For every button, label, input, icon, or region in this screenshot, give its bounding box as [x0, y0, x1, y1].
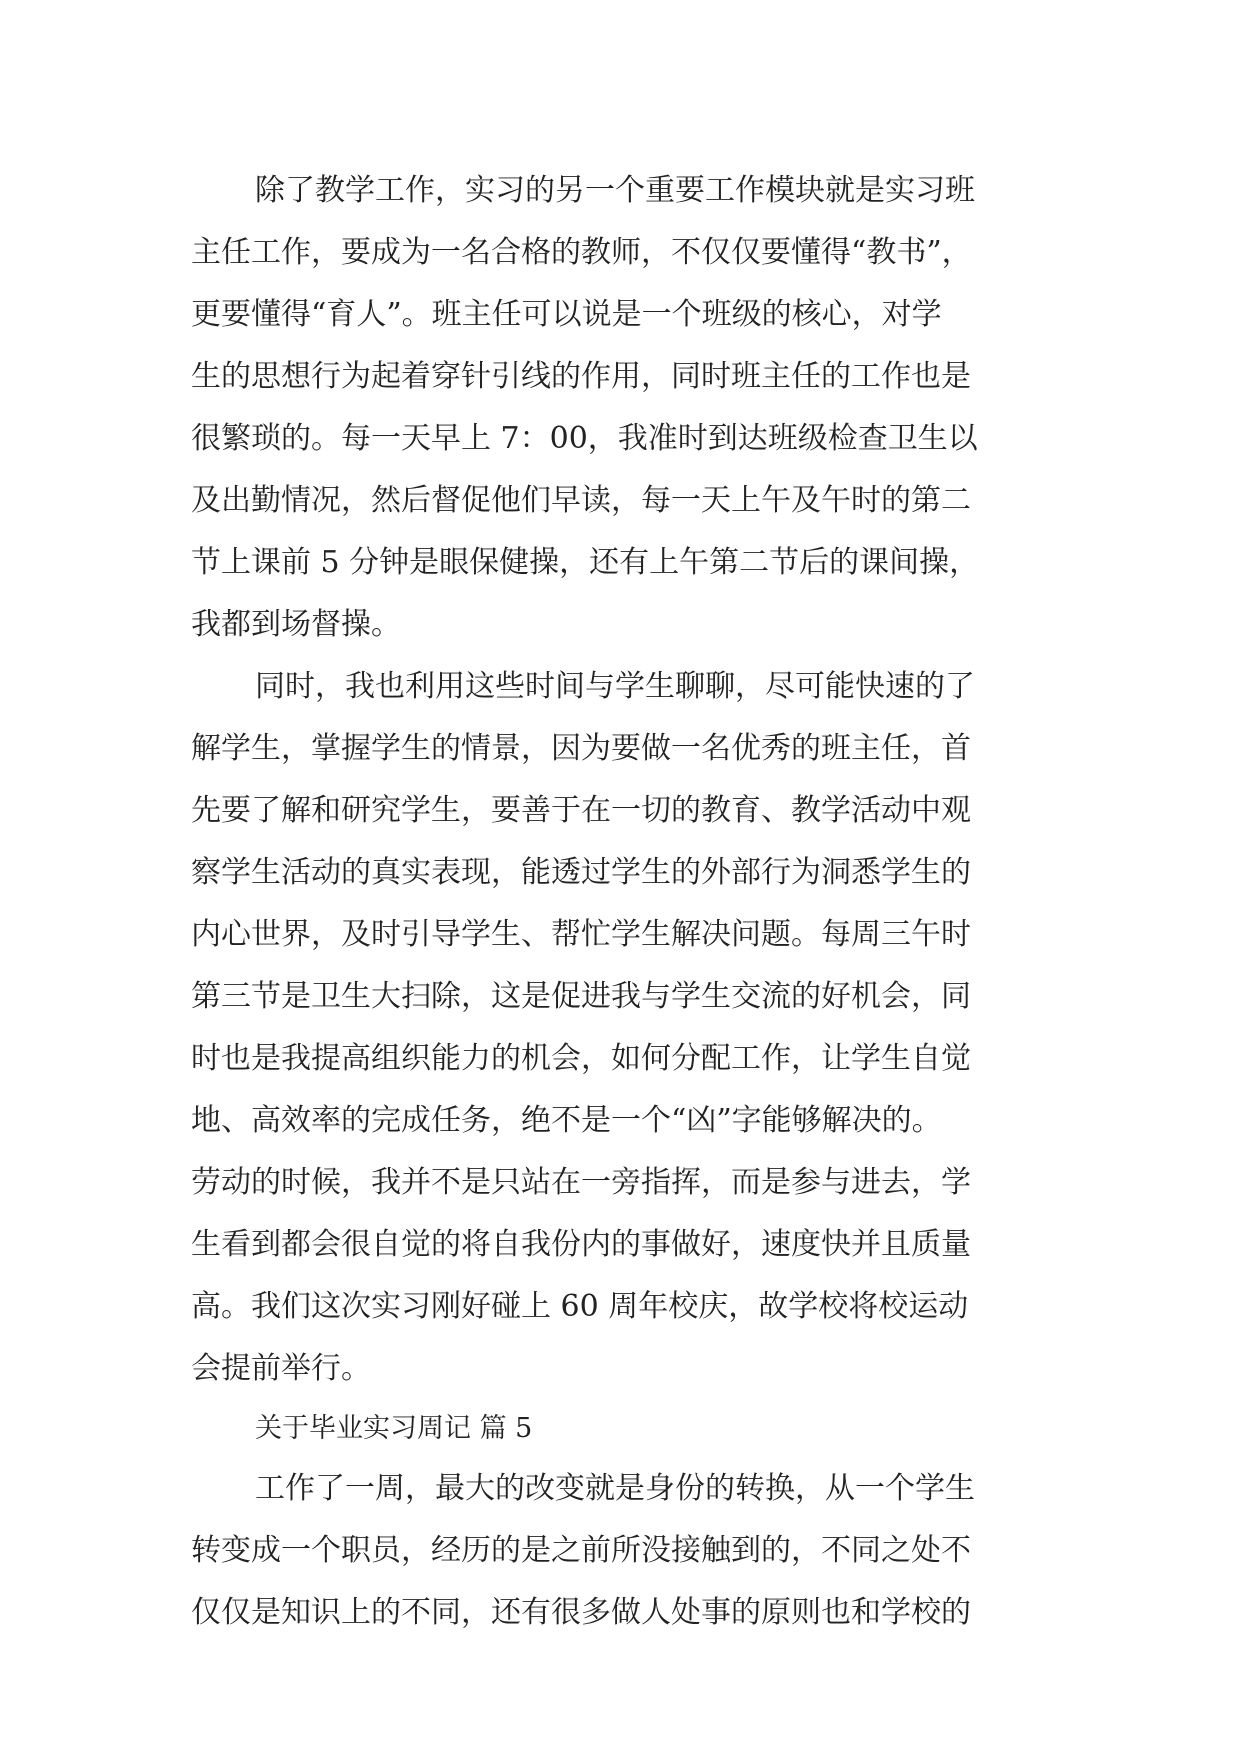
text-line: 转变成一个职员，经历的是之前所没接触到的，不同之处不 — [191, 1533, 971, 1568]
paragraph-1 — [191, 160, 1055, 656]
text-line: 地、高效率的完成任务，绝不是一个“凶”字能够解决的。 — [191, 1103, 942, 1138]
text-line: 我都到场督操。 — [191, 607, 401, 642]
text-line: 时也是我提高组织能力的机会，如何分配工作，让学生自觉 — [191, 1041, 971, 1076]
text-line: 节上课前 5 分钟是眼保健操，还有上午第二节后的课间操， — [191, 545, 980, 580]
text-line: 除了教学工作，实习的另一个重要工作模块就是实习班 — [255, 173, 975, 208]
text-line: 劳动的时候，我并不是只站在一旁指挥，而是参与进去，学 — [191, 1165, 971, 1200]
text-line: 工作了一周，最大的改变就是身份的转换，从一个学生 — [255, 1471, 975, 1506]
text-line: 仅仅是知识上的不同，还有很多做人处事的原则也和学校的 — [191, 1595, 971, 1630]
text-line: 同时，我也利用这些时间与学生聊聊，尽可能快速的了 — [255, 669, 975, 704]
section-heading: 关于毕业实习周记 篇 5 — [255, 1413, 533, 1444]
paragraph-3 — [191, 1458, 1055, 1644]
text-line: 生的思想行为起着穿针引线的作用，同时班主任的工作也是 — [191, 359, 971, 394]
text-line: 会提前举行。 — [191, 1351, 371, 1386]
text-line: 察学生活动的真实表现，能透过学生的外部行为洞悉学生的 — [191, 855, 971, 890]
text-line: 先要了解和研究学生，要善于在一切的教育、教学活动中观 — [191, 793, 971, 828]
text-line: 内心世界，及时引导学生、帮忙学生解决问题。每周三午时 — [191, 917, 971, 952]
text-line: 及出勤情况，然后督促他们早读，每一天上午及午时的第二 — [191, 483, 971, 518]
text-line: 更要懂得“育人”。班主任可以说是一个班级的核心，对学 — [191, 297, 942, 332]
text-line: 解学生，掌握学生的情景，因为要做一名优秀的班主任，首 — [191, 731, 971, 766]
paragraph-2 — [191, 656, 1055, 1400]
text-line: 第三节是卫生大扫除，这是促进我与学生交流的好机会，同 — [191, 979, 971, 1014]
text-line: 主任工作，要成为一名合格的教师，不仅仅要懂得“教书”， — [191, 235, 972, 270]
text-line: 很繁琐的。每一天早上 7：00，我准时到达班级检查卫生以 — [191, 421, 978, 456]
document-page — [191, 160, 1055, 1644]
text-line: 高。我们这次实习刚好碰上 60 周年校庆，故学校将校运动 — [191, 1289, 969, 1324]
text-line: 生看到都会很自觉的将自我份内的事做好，速度快并且质量 — [191, 1227, 971, 1262]
